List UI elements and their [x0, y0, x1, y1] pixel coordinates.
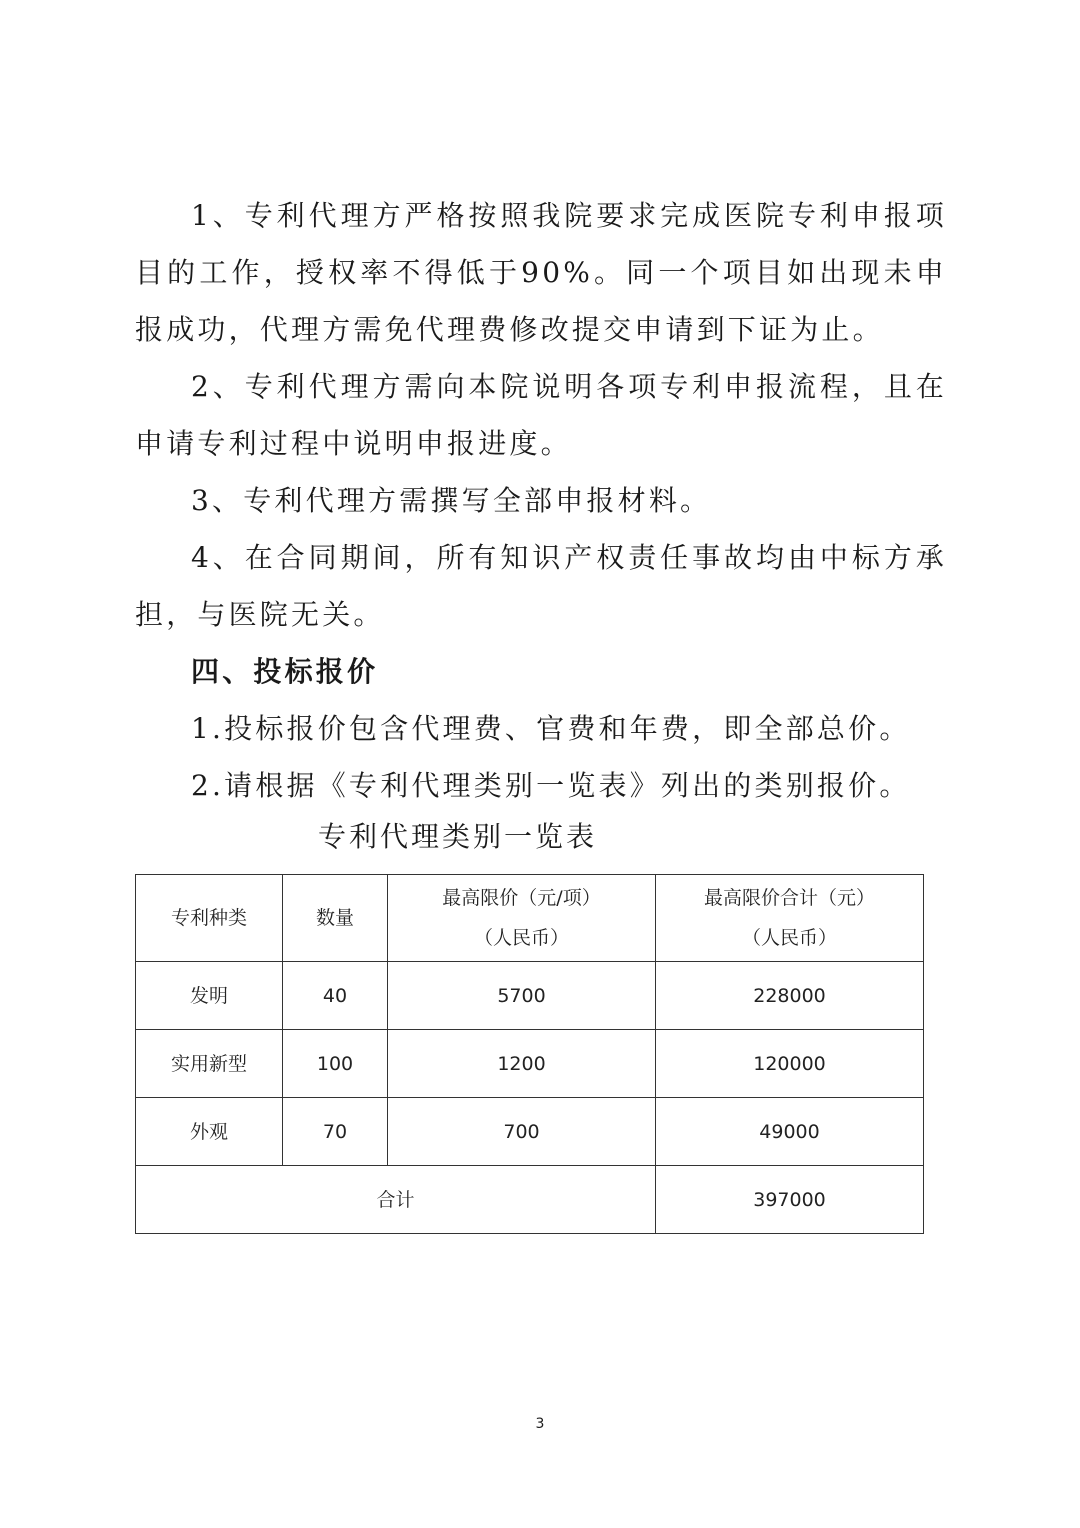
header-quantity: 数量	[283, 875, 388, 962]
paragraph-4: 4、在合同期间，所有知识产权责任事故均由中标方承担，与医院无关。	[135, 541, 947, 631]
header-unit-price-line2: （人民币）	[473, 927, 569, 949]
header-unit-price	[388, 875, 656, 962]
patent-category-table	[135, 874, 924, 1234]
table-row	[136, 1098, 924, 1166]
header-total	[656, 875, 924, 962]
cell-quantity: 70	[283, 1098, 388, 1166]
paragraph-2: 2、专利代理方需向本院说明各项专利申报流程，且在申请专利过程中说明申报进度。	[135, 370, 947, 460]
cell-total: 120000	[656, 1030, 924, 1098]
table-row	[136, 962, 924, 1030]
bid-item-2: 2.请根据《专利代理类别一览表》列出的类别报价。	[191, 769, 911, 802]
cell-unit-price: 700	[388, 1098, 656, 1166]
section-heading: 四、投标报价	[191, 655, 379, 688]
cell-total: 228000	[656, 962, 924, 1030]
sum-value: 397000	[656, 1166, 924, 1234]
sum-label: 合计	[136, 1166, 656, 1234]
table-row	[136, 1030, 924, 1098]
header-total-line1: 最高限价合计（元）	[703, 887, 875, 909]
cell-type: 实用新型	[136, 1030, 283, 1098]
header-type: 专利种类	[136, 875, 283, 962]
cell-quantity: 40	[283, 962, 388, 1030]
table-header-row	[136, 875, 924, 962]
cell-type: 发明	[136, 962, 283, 1030]
table-sum-row	[136, 1166, 924, 1234]
cell-total: 49000	[656, 1098, 924, 1166]
cell-type: 外观	[136, 1098, 283, 1166]
paragraph-3: 3、专利代理方需撰写全部申报材料。	[191, 484, 712, 517]
header-total-line2: （人民币）	[741, 927, 837, 949]
cell-unit-price: 1200	[388, 1030, 656, 1098]
header-unit-price-line1: 最高限价（元/项）	[442, 887, 601, 909]
page-number: 3	[535, 1416, 545, 1432]
table-title: 专利代理类别一览表	[318, 820, 598, 853]
paragraph-1: 1、专利代理方严格按照我院要求完成医院专利申报项目的工作，授权率不得低于90%。同一个项目如出现未申报成功，代理方需免代理费修改提交申请到下证为止。	[135, 199, 947, 346]
cell-unit-price: 5700	[388, 962, 656, 1030]
bid-item-1: 1.投标报价包含代理费、官费和年费，即全部总价。	[191, 712, 911, 745]
cell-quantity: 100	[283, 1030, 388, 1098]
